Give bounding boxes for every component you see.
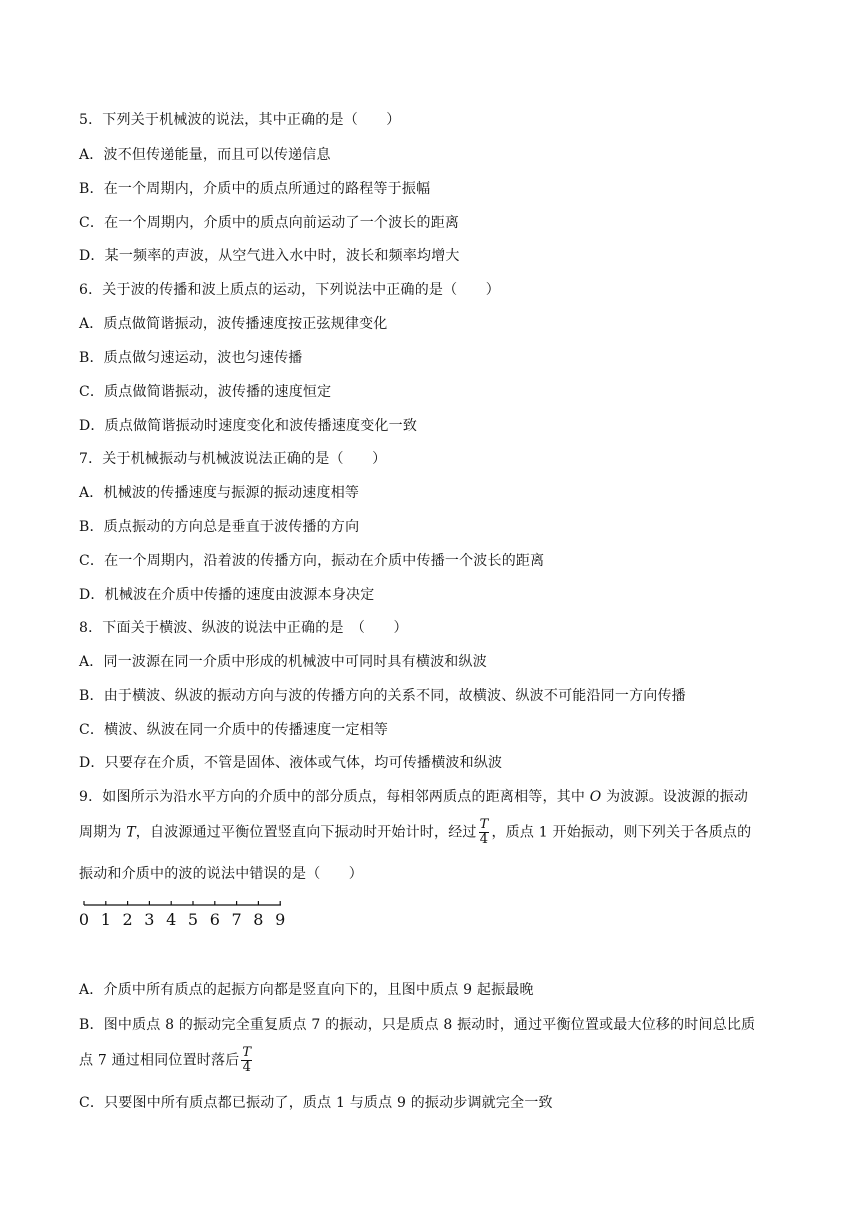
- axis-label-0: 0: [78, 910, 90, 929]
- q8-option-a: A．同一波源在同一介质中形成的机械波中可同时具有横波和纵波: [79, 654, 487, 670]
- q9-stem-line2-text-a: 周期为: [79, 824, 127, 841]
- q5-option-d: D．某一频率的声波，从空气进入水中时，波长和频率均增大: [79, 248, 460, 264]
- q5-stem: 5．下列关于机械波的说法，其中正确的是（ ）: [79, 112, 401, 128]
- axis-label-8: 8: [253, 910, 264, 929]
- q9-stem-line1-text-b: 为波源。设波源的振动: [601, 789, 749, 805]
- axis-label-7: 7: [231, 910, 242, 929]
- q5-option-c: C．在一个周期内，介质中的质点向前运动了一个波长的距离: [79, 215, 460, 231]
- q5-option-b: B．在一个周期内，介质中的质点所通过的路程等于振幅: [79, 181, 431, 197]
- axis-label-4: 4: [166, 910, 177, 929]
- q8-option-d: D．只要存在介质，不管是固体、液体或气体，均可传播横波和纵波: [79, 755, 503, 771]
- q9-option-b-line1: B．图中质点 8 的振动完全重复质点 7 的振动，只是质点 8 振动时，通过平衡位置或最大位移的时间总比质: [79, 1017, 756, 1033]
- fraction-denominator: 4: [479, 832, 489, 847]
- q6-option-c: C．质点做简谐振动，波传播的速度恒定: [79, 384, 332, 400]
- q6-option-a: A．质点做简谐振动，波传播速度按正弦规律变化: [79, 316, 388, 332]
- q7-stem: 7．关于机械振动与机械波说法正确的是（ ）: [79, 451, 387, 467]
- q9-var-o: O: [589, 789, 602, 805]
- q9-stem-line3: 振动和介质中的波的说法中错误的是（ ）: [79, 866, 363, 882]
- fraction-t-over-4-b: [241, 1046, 252, 1075]
- q9-option-c: C．只要图中所有质点都已振动了，质点 1 与质点 9 的振动步调就完全一致: [79, 1095, 553, 1111]
- fraction-numerator: T: [242, 1045, 252, 1060]
- axis-label-1: 1: [100, 910, 111, 929]
- q7-option-b: B．质点振动的方向总是垂直于波传播的方向: [79, 519, 360, 535]
- q9-var-t: T: [126, 824, 136, 841]
- q6-option-d: D．质点做简谐振动时速度变化和波传播速度变化一致: [79, 418, 418, 434]
- q9-stem-line1: [79, 788, 748, 806]
- fraction-t-over-4: [479, 818, 490, 847]
- q7-option-c: C．在一个周期内，沿着波的传播方向，振动在介质中传播一个波长的距离: [79, 553, 545, 569]
- q9-stem-line1-text-a: 9．如图所示为沿水平方向的介质中的部分质点，每相邻两质点的距离相等，其中: [79, 789, 590, 805]
- q8-option-c: C．横波、纵波在同一介质中的传播速度一定相等: [79, 722, 389, 738]
- q7-option-d: D．机械波在介质中传播的速度由波源本身决定: [79, 587, 375, 603]
- q9-option-b-line2: [79, 1046, 254, 1075]
- q6-option-b: B．质点做匀速运动，波也匀速传播: [79, 350, 303, 366]
- q9-option-a: A．介质中所有质点的起振方向都是竖直向下的，且图中质点 9 起振最晚: [79, 982, 534, 998]
- fraction-numerator: T: [479, 817, 489, 832]
- q9-option-b-line2-text: 点 7 通过相同位置时落后: [79, 1052, 240, 1069]
- q9-stem-line2-text-c: ，质点 1 开始振动，则下列关于各质点的: [491, 824, 752, 841]
- axis-label-9: 9: [275, 910, 286, 929]
- q8-stem: 8．下面关于横波、纵波的说法中正确的是 （ ）: [79, 620, 408, 636]
- q9-stem-line2-text-b: ，自波源通过平衡位置竖直向下振动时开始计时，经过: [135, 824, 477, 841]
- q7-option-a: A．机械波的传播速度与振源的振动速度相等: [79, 485, 360, 501]
- q8-option-b: B．由于横波、纵波的振动方向与波的传播方向的关系不同，故横波、纵波不可能沿同一方向传播: [79, 688, 686, 704]
- axis-labels: [79, 910, 285, 929]
- q5-option-a: A．波不但传递能量，而且可以传递信息: [79, 147, 331, 163]
- q6-stem: 6．关于波的传播和波上质点的运动，下列说法中正确的是（ ）: [79, 282, 500, 298]
- axis-label-5: 5: [187, 910, 199, 929]
- fraction-denominator: 4: [242, 1060, 252, 1075]
- axis-label-6: 6: [209, 910, 220, 929]
- q9-stem-line2: [79, 818, 751, 847]
- axis-label-3: 3: [144, 910, 155, 929]
- particle-axis-diagram: [78, 900, 288, 932]
- axis-label-2: 2: [122, 910, 133, 929]
